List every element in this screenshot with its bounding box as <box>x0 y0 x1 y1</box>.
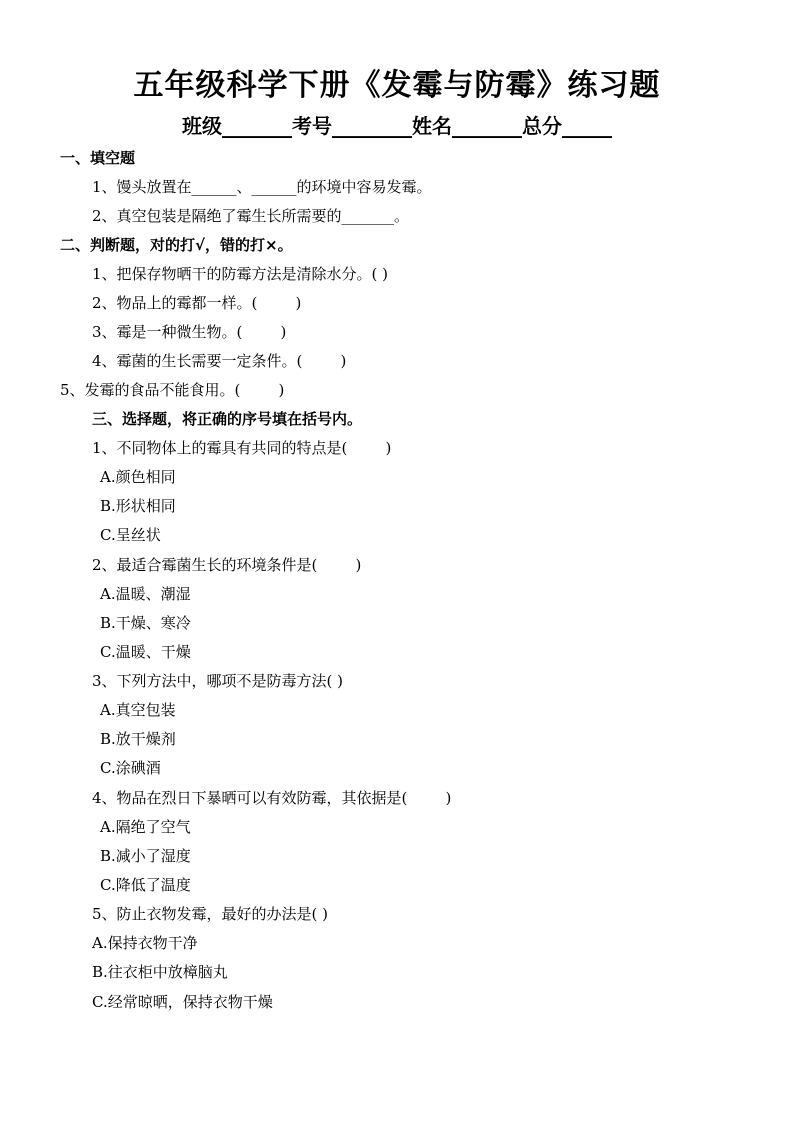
option-line: A.颜色相同 <box>100 468 176 486</box>
option-line: A.温暖、潮湿 <box>100 585 191 603</box>
option-line: A.保持衣物干净 <box>92 934 198 952</box>
option-line: B.减小了湿度 <box>100 847 191 865</box>
option-line: A.真空包装 <box>100 701 176 719</box>
question-line: 5、发霉的食品不能食用。( ) <box>60 381 285 399</box>
option-line: C.涂碘酒 <box>100 759 161 777</box>
question-line: 1、把保存物晒干的防霉方法是清除水分。( ) <box>92 265 389 283</box>
question-line: 1、馒头放置在______、______的环境中容易发霉。 <box>92 178 432 196</box>
question-line: 2、最适合霉菌生长的环境条件是( ) <box>92 556 362 574</box>
question-line: 2、物品上的霉都一样。( ) <box>92 294 302 312</box>
page-title: 五年级科学下册《发霉与防霉》练习题 <box>133 68 661 103</box>
question-line: 2、真空包装是隔绝了霉生长所需要的_______。 <box>92 207 410 225</box>
section-heading-true-false: 二、判断题，对的打√，错的打×。 <box>60 236 293 254</box>
student-info-line: 班级_______考号________姓名_______总分_____ <box>182 114 612 138</box>
question-line: 4、霉菌的生长需要一定条件。( ) <box>92 352 347 370</box>
question-line: 3、下列方法中，哪项不是防毒方法( ) <box>92 672 344 690</box>
option-line: B.干燥、寒冷 <box>100 614 191 632</box>
section-heading-fill-in: 一、填空题 <box>60 149 136 167</box>
option-line: B.形状相同 <box>100 497 176 515</box>
option-line: C.呈丝状 <box>100 526 161 544</box>
option-line: B.往衣柜中放樟脑丸 <box>92 963 228 981</box>
question-line: 5、防止衣物发霉，最好的办法是( ) <box>92 905 329 923</box>
option-line: C.降低了温度 <box>100 876 191 894</box>
option-line: B.放干燥剂 <box>100 730 176 748</box>
option-line: C.经常晾晒，保持衣物干燥 <box>92 993 273 1011</box>
question-line: 1、不同物体上的霉具有共同的特点是( ) <box>92 439 392 457</box>
question-line: 4、物品在烈日下暴晒可以有效防霉，其依据是( ) <box>92 789 452 807</box>
section-heading-multiple-choice: 三、选择题，将正确的序号填在括号内。 <box>92 410 363 428</box>
question-line: 3、霉是一种微生物。( ) <box>92 323 287 341</box>
option-line: C.温暖、干燥 <box>100 643 191 661</box>
option-line: A.隔绝了空气 <box>100 818 191 836</box>
